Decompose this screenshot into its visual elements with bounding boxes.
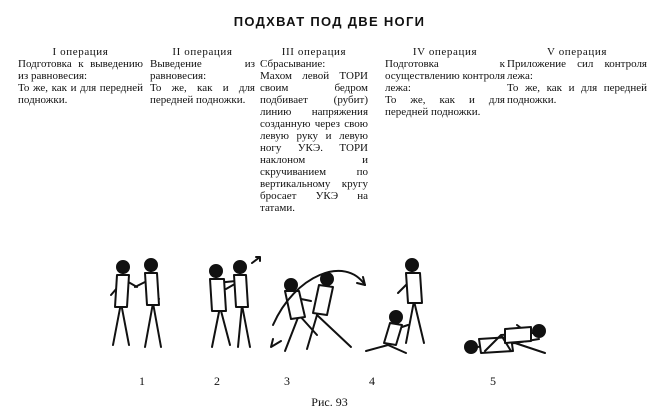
operation-text: Выведение из равновесия: То же, как и для передней подножки. xyxy=(150,58,255,106)
operation-text: Подготовка к выведению из равновесия: То же, как и для передней подножки. xyxy=(18,58,143,106)
page-title: ПОДХВАТ ПОД ДВЕ НОГИ xyxy=(233,14,426,29)
operation-column-1 xyxy=(18,46,143,106)
figure-5-drawing xyxy=(465,325,545,353)
figure-4-drawing xyxy=(366,259,424,353)
operation-heading: III операция xyxy=(281,46,347,58)
figure-number-3: 3 xyxy=(284,374,290,388)
operation-text: Подготовка к осуществлению контроля лежа: То же, как и для передней подножки. xyxy=(385,58,506,118)
operation-column-4 xyxy=(385,46,505,118)
figure-number-5: 5 xyxy=(490,374,496,388)
figure-number-1: 1 xyxy=(139,374,145,388)
operation-heading: V операция xyxy=(547,46,607,58)
figure-caption: Рис. 93 xyxy=(311,395,348,409)
figure-2-drawing xyxy=(210,257,260,347)
figure-3-drawing xyxy=(271,271,365,351)
operation-heading: IV операция xyxy=(412,46,478,58)
operation-column-3 xyxy=(260,46,368,214)
operation-text: Приложение сил контроля лежа: То же, как и для передней подножки. xyxy=(507,58,647,106)
figure-number-2: 2 xyxy=(214,374,220,388)
throw-illustration xyxy=(95,255,565,370)
figure-number-4: 4 xyxy=(369,374,375,388)
operation-column-2 xyxy=(150,46,255,106)
operation-heading: I операция xyxy=(52,46,109,58)
operation-text: Сбрасывание: Махом левой ТОРИ своим бедром подбивает (рубит) линию напряжения созданную через свою левую руку и левую ногу УКЭ. ТОРИ наклоном и скручиванием по вертикальному кругу бросает УКЭ на татами. xyxy=(260,58,368,214)
operation-column-5 xyxy=(507,46,647,106)
operation-heading: II операция xyxy=(172,46,233,58)
figure-1-drawing xyxy=(111,259,161,347)
